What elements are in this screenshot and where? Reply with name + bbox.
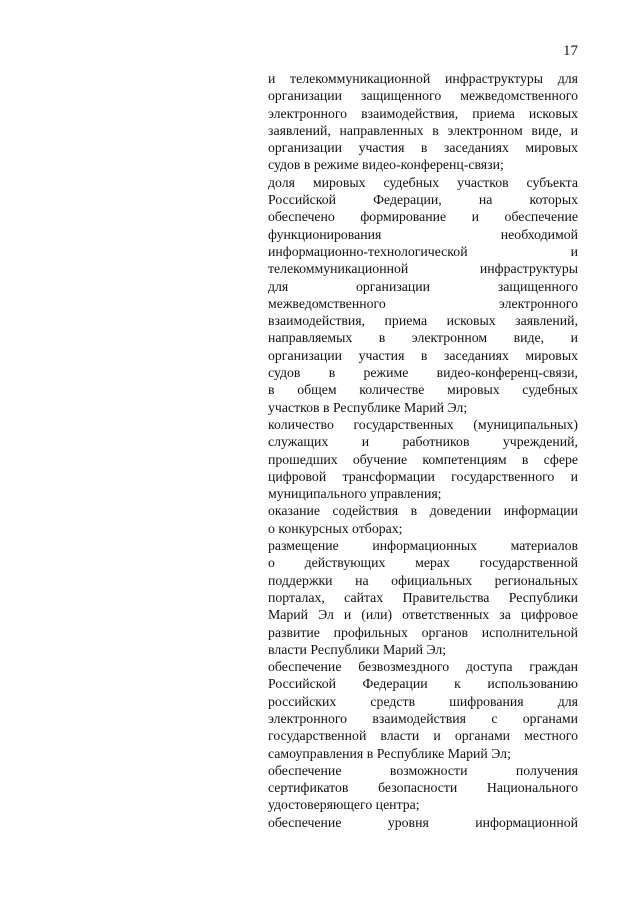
text-line: сертификатов безопасности Национального [268,780,578,796]
text-line: в общем количестве мировых судебных [268,382,578,398]
text-line: развитие профильных органов исполнительной [268,624,578,640]
text-line: поддержки на официальных региональных [268,572,578,588]
text-line: электронного взаимодействия, приема исковых [268,105,578,121]
paragraph [268,658,578,762]
text-line: электронного взаимодействия с органами [268,710,578,726]
paragraph [268,70,578,174]
text-line: российских средств шифрования для [268,693,578,709]
text-line: функционирования необходимой [268,226,578,242]
paragraph [268,502,578,537]
text-line: прошедших обучение компетенциям в сфере [268,451,578,467]
text-line: организации участия в заседаниях мировых [268,140,578,156]
paragraph [268,416,578,502]
text-line: и телекоммуникационной инфраструктуры для [268,71,578,86]
text-line: организации участия в заседаниях мировых [268,347,578,363]
page-number: 17 [563,43,578,59]
text-line: обеспечение уровня информационной [268,814,578,830]
text-line: удостоверяющего центра; [268,797,420,813]
text-line: судов в режиме видео-конференц-связи, [268,365,578,381]
text-line: оказание содействия в доведении информации [268,503,578,519]
paragraph [268,537,578,658]
text-line: обеспечение возможности получения [268,762,578,778]
text-line: власти Республики Марий Эл; [268,641,447,657]
text-line: Российской Федерации к использованию [268,676,578,692]
text-line: Марий Эл и (или) ответственных за цифровое [268,607,578,623]
text-line: количество государственных (муниципальных) [268,416,578,432]
text-line: о конкурсных отборах; [268,520,403,536]
text-line: межведомственного электронного [268,295,578,311]
text-line: для организации защищенного [268,278,578,294]
paragraph [268,814,578,831]
text-line: размещение информационных материалов [268,538,578,554]
text-line: доля мировых судебных участков субъекта [268,174,578,190]
text-line: обеспечено формирование и обеспечение [268,209,578,225]
text-column [268,70,578,831]
text-line: порталах, сайтах Правительства Республики [268,589,578,605]
text-line: информационно-технологической и [268,243,578,259]
text-line: самоуправления в Республике Марий Эл; [268,745,511,761]
text-line: взаимодействия, приема исковых заявлений, [268,313,578,329]
text-line: служащих и работников учреждений, [268,434,578,450]
text-line: направляемых в электронном виде, и [268,330,578,346]
text-line: государственной власти и органами местного [268,728,578,744]
text-line: телекоммуникационной инфраструктуры [268,261,578,277]
text-line: цифровой трансформации государственного и [268,468,578,484]
text-line: муниципального управления; [268,486,442,502]
text-line: судов в режиме видео-конференц-связи; [268,157,504,173]
text-line: Российской Федерации, на которых [268,192,578,208]
text-line: обеспечение безвозмездного доступа граждан [268,659,578,675]
text-line: организации защищенного межведомственного [268,88,578,104]
text-line: участков в Республике Марий Эл; [268,399,468,415]
paragraph [268,762,578,814]
text-line: заявлений, направленных в электронном виде, и [268,122,578,138]
text-line: о действующих мерах государственной [268,555,578,571]
paragraph [268,174,578,416]
